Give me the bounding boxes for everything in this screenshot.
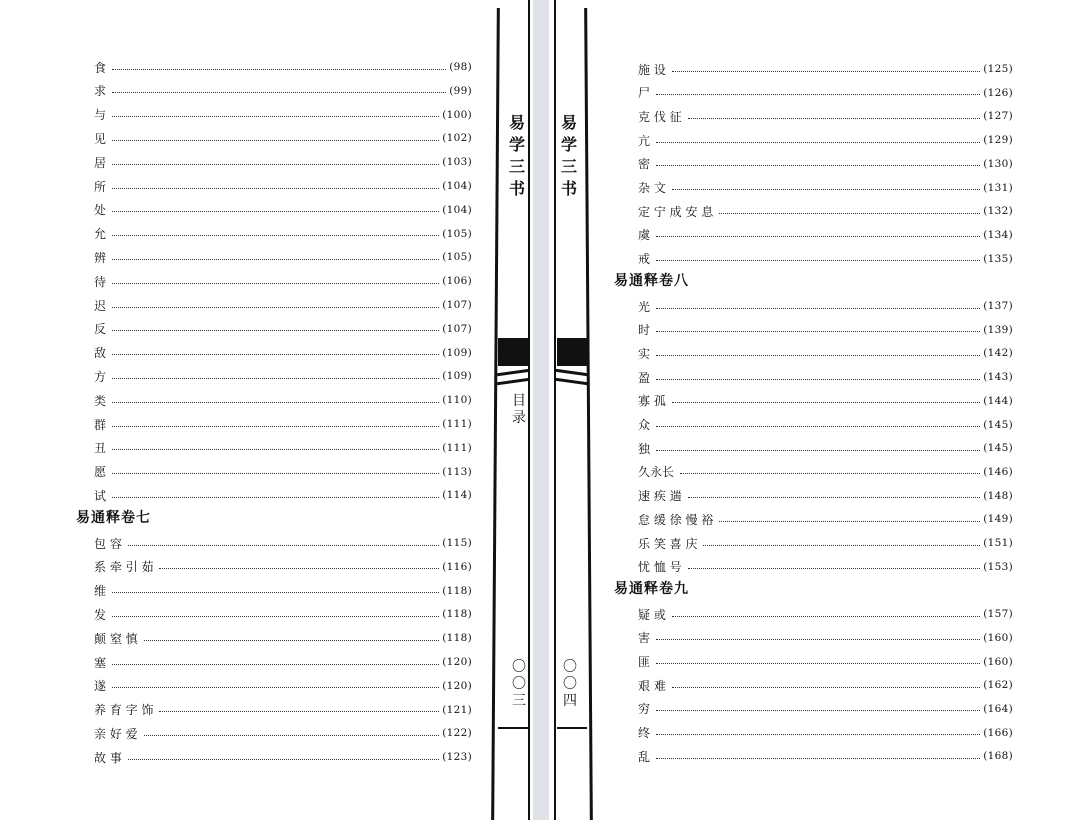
toc-entry-page: (107)	[442, 299, 472, 311]
toc-entry[interactable]	[638, 391, 1013, 411]
toc-entry-page: (99)	[449, 84, 472, 97]
chapter-heading: 易通释卷八	[614, 273, 689, 290]
toc-entry-page: (164)	[983, 702, 1013, 715]
toc-entry[interactable]	[638, 367, 1013, 387]
toc-list-left	[0, 0, 533, 820]
chapter-heading: 易通释卷七	[76, 510, 151, 527]
toc-entry[interactable]	[94, 319, 472, 339]
toc-entry-page: (102)	[442, 132, 472, 145]
toc-entry[interactable]	[638, 59, 1013, 79]
toc-entry-title: 众	[638, 418, 651, 432]
toc-entry[interactable]	[94, 747, 472, 767]
dot-leader	[656, 308, 980, 309]
toc-entry-title: 尸	[638, 86, 651, 101]
toc-entry[interactable]	[94, 105, 472, 125]
spine-line	[528, 0, 530, 820]
toc-entry-title: 发	[94, 607, 107, 622]
toc-entry-page: (160)	[983, 655, 1013, 668]
toc-entry-page: (146)	[983, 465, 1013, 478]
dot-leader	[688, 118, 981, 119]
toc-entry-title: 颠 窒 慎	[94, 631, 138, 646]
toc-entry-page: (162)	[983, 679, 1013, 692]
toc-entry-title: 害	[638, 631, 651, 646]
toc-entry-title: 试	[94, 488, 107, 503]
toc-entry-title: 乱	[638, 749, 651, 764]
toc-entry-page: (149)	[983, 513, 1013, 526]
toc-entry-title: 反	[94, 322, 107, 337]
dot-leader	[656, 94, 980, 95]
toc-entry[interactable]	[94, 152, 472, 172]
spine-title: 易学三书	[560, 113, 577, 198]
toc-entry[interactable]	[638, 723, 1013, 743]
page-number: 〇〇四	[563, 659, 577, 709]
toc-entry-title: 克 伐 征	[638, 109, 682, 124]
toc-entry-title: 杂 文	[638, 181, 666, 195]
toc-entry-page: (125)	[983, 63, 1013, 75]
toc-entry-title: 居	[94, 155, 107, 170]
toc-entry[interactable]	[94, 200, 472, 220]
toc-entry-title: 疑 或	[638, 607, 666, 622]
toc-list-right	[549, 0, 1080, 820]
dot-leader	[656, 734, 980, 735]
toc-entry-page: (123)	[442, 751, 472, 764]
dot-leader	[159, 568, 439, 569]
toc-entry-title: 类	[94, 393, 107, 408]
toc-entry-page: (130)	[983, 157, 1013, 170]
toc-entry-page: (104)	[442, 180, 472, 192]
toc-entry-title: 时	[638, 323, 651, 338]
toc-entry[interactable]	[94, 57, 472, 77]
toc-entry-page: (131)	[983, 181, 1013, 194]
toc-entry-title: 待	[94, 274, 107, 289]
toc-entry-page: (107)	[442, 322, 472, 335]
dot-leader	[719, 213, 980, 214]
toc-entry-page: (100)	[442, 108, 472, 121]
toc-entry[interactable]	[94, 128, 472, 148]
toc-entry-title: 盈	[638, 370, 651, 385]
toc-entry[interactable]	[638, 201, 1013, 221]
dot-leader	[112, 140, 439, 141]
dot-leader	[112, 402, 439, 403]
toc-entry-title: 实	[638, 346, 651, 361]
dot-leader	[672, 189, 980, 190]
toc-entry-title: 终	[638, 726, 651, 741]
toc-entry-page: (103)	[442, 156, 472, 169]
dot-leader	[112, 449, 439, 450]
toc-entry[interactable]	[638, 462, 1013, 482]
toc-entry-title: 愿	[94, 465, 107, 480]
toc-entry-page: (120)	[442, 679, 472, 692]
dot-leader	[112, 687, 439, 688]
toc-entry-page: (145)	[983, 442, 1013, 455]
toc-entry[interactable]	[94, 533, 472, 553]
toc-entry[interactable]	[638, 320, 1013, 340]
toc-entry-title: 怠 缓 徐 慢 裕	[638, 512, 714, 527]
toc-entry-title: 忧 恤 号	[638, 560, 682, 575]
toc-entry[interactable]	[638, 178, 1013, 198]
toc-entry-title: 敌	[94, 346, 107, 361]
dot-leader	[656, 758, 980, 759]
toc-entry-title: 定 宁 成 安 息	[638, 204, 714, 219]
toc-entry-page: (118)	[442, 584, 472, 597]
toc-entry[interactable]	[638, 509, 1013, 529]
dot-leader	[656, 331, 980, 332]
dot-leader	[656, 710, 980, 711]
toc-entry-page: (126)	[983, 86, 1013, 99]
dot-leader	[112, 164, 439, 165]
dot-leader	[128, 759, 439, 760]
dot-leader	[128, 545, 439, 546]
toc-entry-title: 独	[638, 441, 651, 456]
toc-entry-page: (122)	[442, 727, 472, 740]
page-number: 〇〇三	[512, 659, 526, 709]
toc-entry-page: (105)	[442, 227, 472, 240]
toc-entry-title: 光	[638, 299, 651, 314]
toc-entry-page: (145)	[983, 418, 1013, 431]
toc-entry-title: 遂	[94, 679, 107, 694]
toc-entry-title: 养 育 字 饰	[94, 703, 154, 718]
toc-entry[interactable]	[638, 675, 1013, 695]
toc-entry-page: (109)	[442, 346, 472, 359]
toc-entry[interactable]	[94, 390, 472, 410]
toc-entry[interactable]	[638, 533, 1013, 553]
toc-entry-title: 所	[94, 179, 107, 194]
dot-leader	[112, 116, 439, 117]
dot-leader	[112, 235, 439, 236]
toc-entry[interactable]	[94, 224, 472, 244]
toc-entry-page: (153)	[983, 560, 1013, 573]
toc-entry-page: (121)	[442, 703, 472, 716]
toc-entry-title: 寡 孤	[638, 394, 666, 409]
dot-leader	[112, 664, 439, 665]
toc-entry-page: (144)	[983, 394, 1013, 407]
spine-section-label: 目录	[512, 393, 526, 426]
dot-leader	[656, 639, 980, 640]
dot-leader	[144, 735, 440, 736]
toc-entry-title: 见	[94, 131, 107, 146]
toc-entry-page: (166)	[983, 726, 1013, 739]
toc-entry-title: 艰 难	[638, 678, 666, 693]
toc-entry-page: (111)	[442, 418, 472, 430]
toc-entry[interactable]	[638, 652, 1013, 672]
toc-entry-title: 速 疾 遄	[638, 489, 682, 504]
toc-entry-title: 故 事	[94, 750, 122, 765]
toc-entry[interactable]	[94, 723, 472, 743]
toc-entry[interactable]	[94, 628, 472, 648]
toc-entry-title: 密	[638, 157, 651, 172]
dot-leader	[112, 616, 439, 617]
dot-leader	[703, 545, 980, 546]
spine-block	[498, 338, 528, 366]
toc-entry-page: (137)	[983, 300, 1013, 312]
toc-entry-page: (134)	[983, 228, 1013, 241]
toc-entry[interactable]	[94, 295, 472, 315]
toc-entry-title: 群	[94, 417, 107, 432]
toc-entry-page: (148)	[983, 489, 1013, 502]
toc-entry-title: 方	[94, 369, 107, 384]
toc-entry[interactable]	[94, 247, 472, 267]
toc-entry-page: (105)	[442, 251, 472, 264]
toc-entry[interactable]	[638, 604, 1013, 624]
dot-leader	[112, 330, 439, 331]
toc-entry-title: 戒	[638, 252, 651, 267]
toc-entry[interactable]	[638, 699, 1013, 719]
toc-entry-page: (115)	[442, 537, 472, 549]
toc-entry-page: (143)	[983, 371, 1013, 384]
toc-entry[interactable]	[94, 604, 472, 624]
toc-entry-page: (142)	[983, 347, 1013, 360]
toc-entry[interactable]	[94, 438, 472, 458]
toc-entry[interactable]	[638, 486, 1013, 506]
dot-leader	[656, 663, 980, 664]
dot-leader	[688, 497, 981, 498]
dot-leader	[112, 188, 439, 189]
dot-leader	[159, 711, 439, 712]
toc-entry-title: 求	[94, 84, 107, 99]
toc-entry-title: 乐 笑 喜 庆	[638, 536, 698, 551]
toc-entry[interactable]	[638, 343, 1013, 363]
toc-entry-title: 与	[94, 108, 107, 123]
toc-entry[interactable]	[94, 557, 472, 577]
toc-entry[interactable]	[638, 106, 1013, 126]
dot-leader	[688, 568, 981, 569]
toc-entry[interactable]	[638, 438, 1013, 458]
toc-entry-title: 亢	[638, 133, 651, 148]
toc-entry[interactable]	[94, 652, 472, 672]
dot-leader	[112, 69, 446, 70]
toc-entry[interactable]	[94, 81, 472, 101]
dot-leader	[112, 283, 439, 284]
toc-entry[interactable]	[638, 130, 1013, 150]
toc-entry[interactable]	[638, 628, 1013, 648]
toc-entry-page: (129)	[983, 134, 1013, 147]
toc-entry[interactable]	[638, 415, 1013, 435]
toc-entry[interactable]	[638, 746, 1013, 766]
toc-entry-page: (110)	[442, 394, 472, 407]
toc-entry-title: 辨	[94, 250, 107, 265]
toc-entry[interactable]	[94, 414, 472, 434]
toc-entry-title: 亲 好 爱	[94, 726, 138, 741]
toc-entry[interactable]	[94, 176, 472, 196]
toc-entry-page: (132)	[983, 205, 1013, 218]
right-page	[549, 0, 1080, 820]
toc-entry-page: (151)	[983, 537, 1013, 549]
toc-entry[interactable]	[94, 581, 472, 601]
dot-leader	[656, 260, 980, 261]
dot-leader	[672, 687, 980, 688]
toc-entry-page: (104)	[442, 203, 472, 216]
toc-entry[interactable]	[638, 249, 1013, 269]
dot-leader	[656, 236, 980, 237]
toc-entry[interactable]	[94, 676, 472, 696]
toc-entry-page: (106)	[442, 275, 472, 288]
toc-entry[interactable]	[94, 271, 472, 291]
toc-entry-title: 处	[94, 203, 107, 218]
chapter-heading: 易通释卷九	[614, 581, 689, 598]
toc-entry-page: (135)	[983, 252, 1013, 265]
toc-entry-page: (116)	[442, 560, 472, 573]
toc-entry-page: (111)	[442, 441, 472, 454]
dot-leader	[719, 521, 980, 522]
toc-entry-title: 穷	[638, 702, 651, 717]
toc-entry[interactable]	[94, 462, 472, 482]
dot-leader	[112, 378, 439, 379]
dot-leader	[112, 354, 439, 355]
dot-leader	[112, 426, 439, 427]
toc-entry-title: 食	[94, 60, 107, 75]
toc-entry-page: (139)	[983, 323, 1013, 336]
toc-entry-page: (118)	[442, 608, 472, 621]
toc-entry[interactable]	[638, 83, 1013, 103]
dot-leader	[672, 402, 980, 403]
toc-entry[interactable]	[94, 343, 472, 363]
dot-leader	[656, 355, 980, 356]
dot-leader	[680, 473, 980, 474]
spine-rule	[498, 727, 528, 729]
dot-leader	[144, 640, 440, 641]
toc-entry[interactable]	[94, 700, 472, 720]
toc-entry[interactable]	[638, 557, 1013, 577]
dot-leader	[112, 473, 439, 474]
dot-leader	[672, 71, 980, 72]
toc-entry-title: 系 牵 引 茹	[94, 560, 154, 575]
toc-entry-page: (157)	[983, 608, 1013, 621]
toc-entry-page: (120)	[442, 656, 472, 668]
toc-entry[interactable]	[638, 225, 1013, 245]
page-gutter	[533, 0, 549, 820]
toc-entry-page: (168)	[983, 750, 1013, 763]
toc-entry-title: 迟	[94, 298, 107, 313]
dot-leader	[656, 165, 980, 166]
toc-entry-title: 匪	[638, 655, 651, 669]
toc-entry-page: (113)	[442, 465, 472, 478]
dot-leader	[112, 259, 439, 260]
toc-entry-page: (98)	[449, 61, 472, 73]
toc-entry-title: 丑	[94, 441, 107, 456]
dot-leader	[112, 211, 439, 212]
toc-entry-title: 塞	[94, 655, 107, 670]
dot-leader	[656, 450, 980, 451]
toc-entry-title: 允	[94, 227, 107, 242]
toc-entry-title: 包 容	[94, 536, 122, 551]
dot-leader	[112, 307, 439, 308]
toc-entry[interactable]	[94, 485, 472, 505]
dot-leader	[112, 592, 439, 593]
toc-entry[interactable]	[638, 296, 1013, 316]
toc-entry[interactable]	[94, 366, 472, 386]
dot-leader	[656, 142, 980, 143]
spine-title: 易学三书	[508, 113, 525, 198]
toc-entry[interactable]	[638, 154, 1013, 174]
toc-entry-title: 维	[94, 584, 107, 599]
dot-leader	[112, 497, 439, 498]
dot-leader	[112, 92, 446, 93]
dot-leader	[656, 426, 980, 427]
toc-entry-page: (109)	[442, 370, 472, 383]
dot-leader	[672, 616, 980, 617]
left-page	[0, 0, 533, 820]
toc-entry-title: 虞	[638, 228, 651, 243]
toc-entry-page: (114)	[442, 489, 472, 502]
toc-entry-title: 久永长	[638, 465, 675, 480]
toc-entry-page: (118)	[442, 632, 472, 645]
toc-entry-title: 施 设	[638, 62, 666, 77]
toc-entry-page: (127)	[983, 110, 1013, 123]
toc-entry-page: (160)	[983, 631, 1013, 644]
dot-leader	[656, 379, 980, 380]
